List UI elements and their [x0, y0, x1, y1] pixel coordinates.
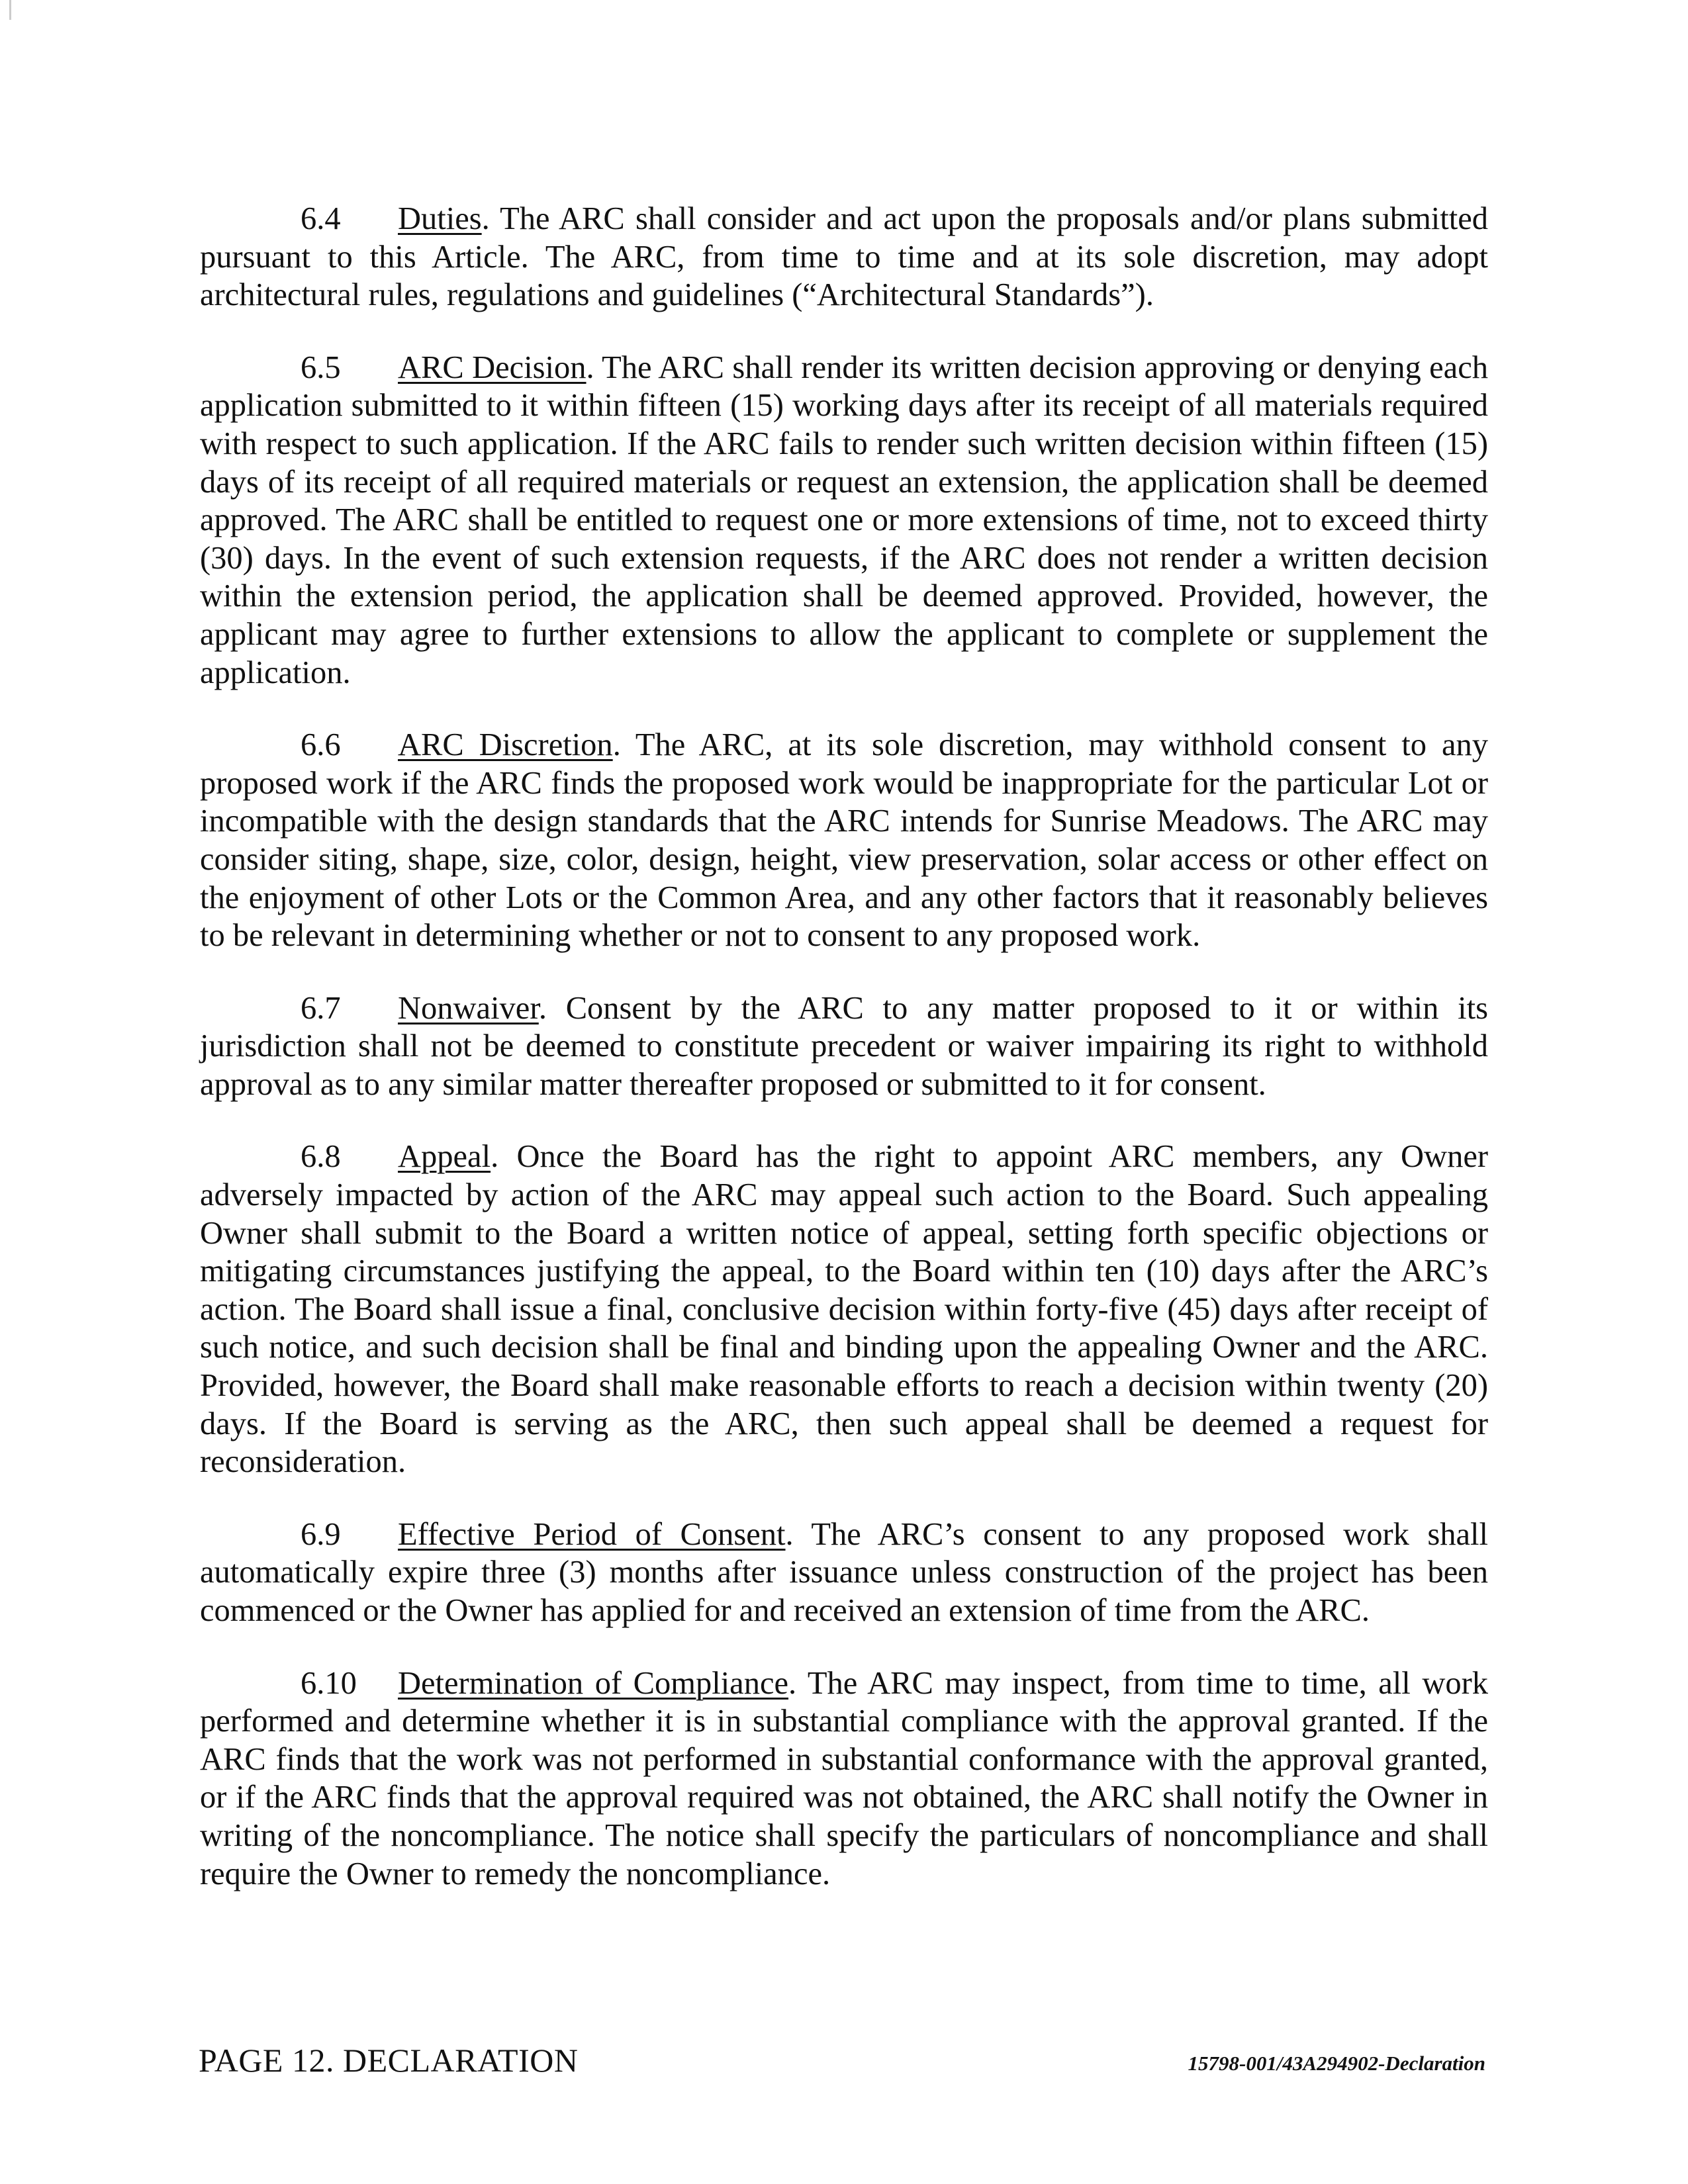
section-number: 6.10 — [301, 1665, 357, 1701]
section-6-7 — [200, 989, 1488, 1104]
section-6-5 — [200, 349, 1488, 692]
section-title: Duties — [398, 201, 482, 236]
section-number: 6.7 — [301, 990, 341, 1026]
scan-artifact — [9, 0, 11, 20]
section-title: Appeal — [398, 1139, 491, 1175]
section-number: 6.9 — [301, 1516, 341, 1552]
section-title: ARC Decision — [398, 349, 586, 385]
section-text: . The ARC, at its sole discretion, may withhold consent to any proposed work if the ARC finds the proposed work would be inappropriate for the particular Lot or incompatible with the design standards that the ARC intends for Sunrise Meadows. The ARC may consider siting, shape, size, color, design, height, view preservation, solar access or other effect on the enjoyment of other Lots or the Common Area, and any other factors that it reasonably believes to be relevant in determining whether or not to consent to any proposed work. — [200, 727, 1488, 954]
section-6-8 — [200, 1138, 1488, 1480]
page-footer-label: PAGE 12. DECLARATION — [199, 2042, 579, 2079]
section-6-4 — [200, 200, 1488, 314]
section-title: Effective Period of Consent — [398, 1516, 786, 1552]
section-number: 6.6 — [301, 727, 341, 763]
section-6-9 — [200, 1516, 1488, 1630]
section-text: . The ARC shall consider and act upon the proposals and/or plans submitted pursuant to this Article. The ARC, from time to time and at its sole discretion, may adopt architectural rules, regulations and guidelines (“Architectural Standards”). — [200, 201, 1488, 313]
section-text: . The ARC’s consent to any proposed work shall automatically expire three (3) months after issuance unless construction of the project has been commenced or the Owner has applied for and received an extension of time from the ARC. — [200, 1516, 1488, 1628]
section-6-10 — [200, 1664, 1488, 1893]
section-number: 6.4 — [301, 201, 341, 236]
section-title: Nonwaiver — [398, 990, 539, 1026]
section-text: . The ARC shall render its written decision approving or denying each application submitted to it within fifteen (15) working days after its receipt of all materials required with respect to such application. If the ARC fails to render such written decision within fifteen (15) days of its receipt of all required materials or request an extension, the application shall be deemed approved. The ARC shall be entitled to request one or more extensions of time, not to exceed thirty (30) days. In the event of such extension requests, if the ARC does not render a written decision within the extension period, the application shall be deemed approved. Provided, however, the applicant may agree to further extensions to allow the applicant to complete or supplement the application. — [200, 349, 1488, 690]
section-text: . Once the Board has the right to appoint ARC members, any Owner adversely impacted by action of the ARC may appeal such action to the Board. Such appealing Owner shall submit to the Board a written notice of appeal, setting forth specific objections or mitigating circumstances justifying the appeal, to the Board within ten (10) days after the ARC’s action. The Board shall issue a final, conclusive decision within forty-five (45) days after receipt of such notice, and such decision shall be final and binding upon the appealing Owner and the ARC. Provided, however, the Board shall make reasonable efforts to reach a decision within twenty (20) days. If the Board is serving as the ARC, then such appeal shall be deemed a request for reconsideration. — [200, 1139, 1488, 1480]
section-number: 6.5 — [301, 349, 341, 385]
document-id: 15798-001/43A294902-Declaration — [1188, 2052, 1485, 2075]
section-title: ARC Discretion — [398, 727, 613, 763]
section-number: 6.8 — [301, 1139, 341, 1175]
section-text: . The ARC may inspect, from time to time, all work performed and determine whether it is in substantial compliance with the approval granted. If the ARC finds that the work was not performed in substantial conformance with the approval granted, or if the ARC finds that the approval required was not obtained, the ARC shall notify the Owner in writing of the noncompliance. The notice shall specify the particulars of noncompliance and shall require the Owner to remedy the noncompliance. — [200, 1665, 1488, 1891]
section-6-6 — [200, 726, 1488, 955]
section-text: . Consent by the ARC to any matter proposed to it or within its jurisdiction shall not be deemed to constitute precedent or waiver impairing its right to withhold approval as to any similar matter thereafter proposed or submitted to it for consent. — [200, 990, 1488, 1102]
document-body — [200, 200, 1488, 1927]
section-title: Determination of Compliance — [398, 1665, 789, 1701]
